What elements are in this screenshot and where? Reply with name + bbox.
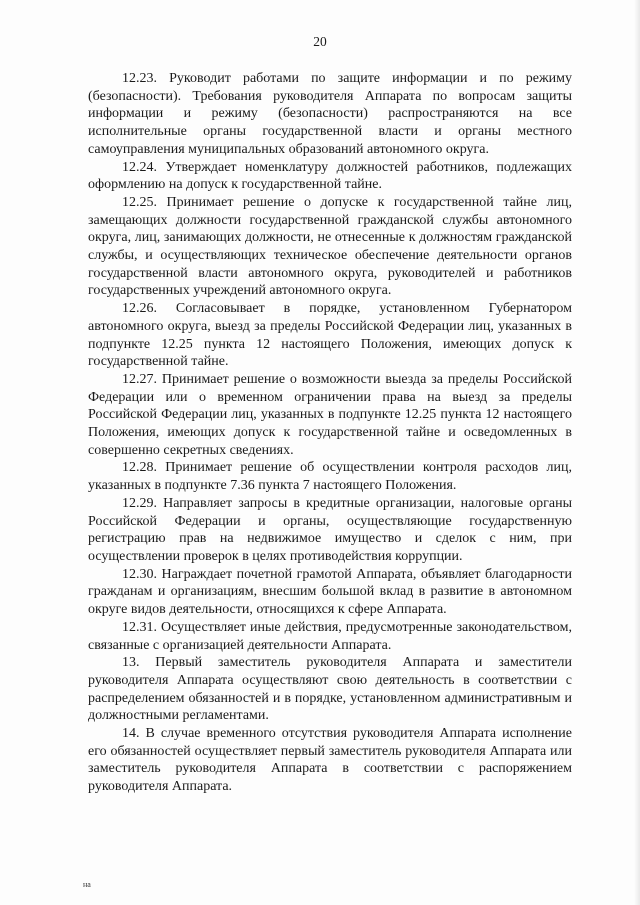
page-edge	[634, 0, 640, 905]
paragraph-12-26: 12.26. Согласовывает в порядке, установленном Губернатором автономного округа, выезд за пределы Российской Федерации лиц, указанных в подпункте 12.25 пункта 12 настоящего Положения, имеющих допуск к государственной тайне.	[88, 301, 572, 370]
paragraph-12-24: 12.24. Утверждает номенклатуру должностей работников, подлежащих оформлению на допуск к государственной тайне.	[88, 159, 572, 193]
paragraph-14: 14. В случае временного отсутствия руководителя Аппарата исполнение его обязанностей осуществляет первый заместитель руководителя Аппарата или заместитель руководителя Аппарата в соответствии с распоряжением руководителя Аппарата.	[88, 726, 572, 795]
paragraph-13: 13. Первый заместитель руководителя Аппарата и заместители руководителя Аппарата осуществляют свою деятельность в соответствии с распределением обязанностей и в порядке, установленном административным и должностными регламентами.	[88, 655, 572, 724]
paragraph-12-27: 12.27. Принимает решение о возможности выезда за пределы Российской Федерации или о временном ограничении права на выезд за пределы Российской Федерации лиц, указанных в подпункте 12.25 пункта 12 настоящего Положения, имеющих допуск к государственной тайне и осведомленных в совершенно секретных сведениях.	[88, 371, 572, 458]
paragraph-12-25: 12.25. Принимает решение о допуске к государственной тайне лиц, замещающих должности государственной гражданской службы автономного округа, лиц, занимающих должности, не отнесенные к должностям гражданской службы, и осуществляющих техническое обеспечение деятельности органов государственной власти автономного округа, руководителей и работников государственных учреждений автономного округа.	[88, 194, 572, 299]
paragraph-12-29: 12.29. Направляет запросы в кредитные организации, налоговые органы Российской Федерации и органы, осуществляющие государственную регистрацию прав на недвижимое имущество и сделок с ним, при осуществлении проверок в целях противодействия коррупции.	[88, 495, 572, 564]
paragraph-12-30: 12.30. Награждает почетной грамотой Аппарата, объявляет благодарности гражданам и организациям, внесшим большой вклад в развитие в автономном округе видов деятельности, относящихся к сфере Аппарата.	[88, 566, 572, 618]
document-body	[88, 70, 572, 796]
page-number: 20	[313, 34, 327, 49]
paragraph-12-23: 12.23. Руководит работами по защите информации и по режиму (безопасности). Требования руководителя Аппарата по вопросам защиты информации и режиму (безопасности) распространяются на все исполнительные органы государственной власти и органы местного самоуправления муниципальных образований автономного округа.	[88, 71, 572, 157]
footer-mark: на	[83, 880, 91, 889]
paragraph-12-28: 12.28. Принимает решение об осуществлении контроля расходов лиц, указанных в подпункте 7.36 пункта 7 настоящего Положения.	[88, 460, 572, 494]
paragraph-12-31: 12.31. Осуществляет иные действия, предусмотренные законодательством, связанные с организацией деятельности Аппарата.	[88, 619, 572, 653]
